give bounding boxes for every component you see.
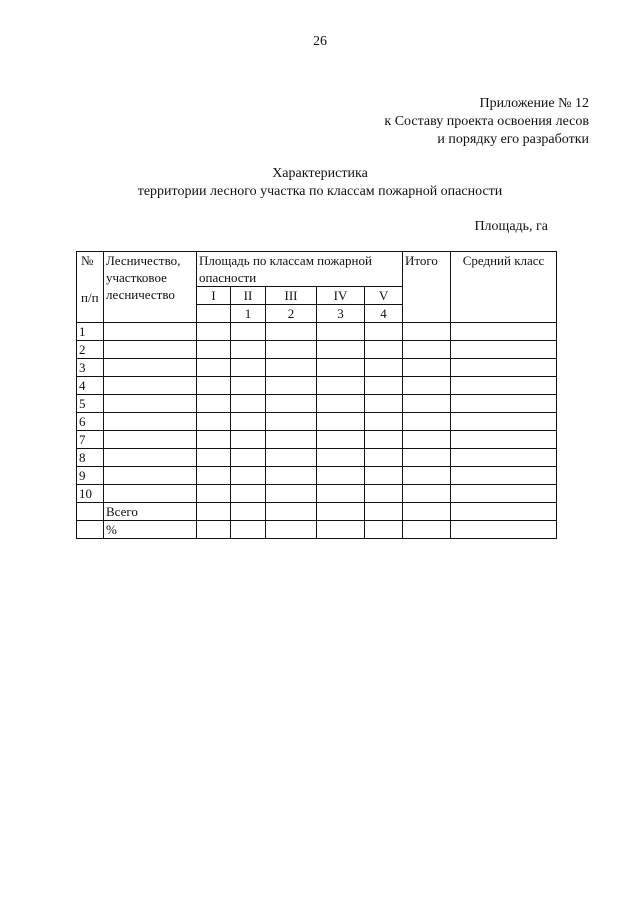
cell[interactable] [231,395,266,413]
cell[interactable] [197,521,231,539]
cell[interactable] [403,359,451,377]
cell[interactable] [197,341,231,359]
cell[interactable] [104,413,197,431]
column-number-1: 1 [231,305,266,323]
cell[interactable] [231,485,266,503]
cell[interactable] [365,359,403,377]
cell[interactable] [197,359,231,377]
cell[interactable] [451,449,557,467]
cell[interactable] [403,521,451,539]
header-class-ii: II [231,287,266,305]
cell[interactable] [451,485,557,503]
cell[interactable] [365,485,403,503]
cell[interactable] [231,413,266,431]
cell[interactable] [266,359,317,377]
cell[interactable] [317,449,365,467]
column-number-empty [197,305,231,323]
table-row [77,485,557,503]
header-number-bottom: п/п [81,290,99,305]
table-row [77,431,557,449]
cell [77,521,104,539]
table-row [77,467,557,485]
row-number: 2 [77,341,104,359]
table-row [77,359,557,377]
cell[interactable] [317,431,365,449]
cell[interactable] [365,323,403,341]
cell[interactable] [231,377,266,395]
cell[interactable] [317,485,365,503]
cell[interactable] [365,521,403,539]
header-area-line-1: Площадь по классам пожарной [199,253,372,268]
appendix-heading [384,95,589,149]
appendix-line-2: к Составу проекта освоения лесов [384,114,589,129]
cell[interactable] [317,359,365,377]
header-forestry-line-3: лесничество [106,287,175,302]
cell[interactable] [266,413,317,431]
header-class-i: I [197,287,231,305]
cell[interactable] [403,341,451,359]
cell[interactable] [403,449,451,467]
cell[interactable] [365,431,403,449]
document-title [0,165,640,201]
cell[interactable] [451,467,557,485]
cell[interactable] [451,377,557,395]
header-area-line-2: опасности [199,270,257,285]
table-row [77,449,557,467]
cell[interactable] [266,341,317,359]
table-row [77,395,557,413]
cell[interactable] [266,467,317,485]
header-forestry [104,252,197,323]
cell[interactable] [403,485,451,503]
cell[interactable] [197,485,231,503]
row-number: 1 [77,323,104,341]
cell[interactable] [317,521,365,539]
cell[interactable] [104,467,197,485]
cell[interactable] [104,449,197,467]
cell[interactable] [231,449,266,467]
cell[interactable] [403,503,451,521]
cell [77,503,104,521]
cell[interactable] [197,413,231,431]
header-total: Итого [403,252,451,323]
cell[interactable] [231,467,266,485]
header-average-class: Средний класс [451,252,557,323]
header-class-iii: III [266,287,317,305]
table-row [77,341,557,359]
unit-label: Площадь, га [474,219,548,234]
cell[interactable] [197,449,231,467]
table-row [77,323,557,341]
row-number: 7 [77,431,104,449]
total-label: Всего [104,503,197,521]
cell[interactable] [317,503,365,521]
cell[interactable] [266,395,317,413]
row-number: 3 [77,359,104,377]
cell[interactable] [365,413,403,431]
cell[interactable] [451,341,557,359]
cell[interactable] [266,449,317,467]
cell[interactable] [266,377,317,395]
row-number: 9 [77,467,104,485]
cell[interactable] [403,395,451,413]
row-number: 10 [77,485,104,503]
column-number-2: 2 [266,305,317,323]
row-number: 4 [77,377,104,395]
header-number [77,252,104,323]
cell[interactable] [317,323,365,341]
page-number: 26 [313,34,327,49]
cell[interactable] [451,413,557,431]
title-line-2: территории лесного участка по классам пожарной опасности [137,184,503,199]
header-forestry-line-1: Лесничество, [106,253,181,268]
cell[interactable] [104,323,197,341]
cell[interactable] [266,431,317,449]
cell[interactable] [365,377,403,395]
appendix-line-1: Приложение № 12 [479,96,589,111]
cell[interactable] [317,467,365,485]
header-class-iv: IV [317,287,365,305]
cell[interactable] [231,431,266,449]
cell[interactable] [451,395,557,413]
cell[interactable] [266,323,317,341]
cell[interactable] [403,323,451,341]
cell[interactable] [403,467,451,485]
cell[interactable] [365,341,403,359]
cell[interactable] [231,359,266,377]
cell[interactable] [104,431,197,449]
fire-class-table [76,251,557,539]
column-number-3: 3 [317,305,365,323]
cell[interactable] [231,341,266,359]
header-forestry-line-2: участковое [106,270,167,285]
cell[interactable] [451,431,557,449]
table-row [77,413,557,431]
cell[interactable] [197,323,231,341]
row-number: 8 [77,449,104,467]
cell[interactable] [317,413,365,431]
cell[interactable] [197,395,231,413]
row-number: 5 [77,395,104,413]
cell[interactable] [451,503,557,521]
cell[interactable] [317,377,365,395]
cell[interactable] [266,503,317,521]
row-number: 6 [77,413,104,431]
cell[interactable] [197,467,231,485]
cell[interactable] [231,521,266,539]
cell[interactable] [451,323,557,341]
appendix-line-3: и порядку его разработки [437,132,589,147]
cell[interactable] [104,359,197,377]
table-row [77,377,557,395]
cell[interactable] [266,485,317,503]
percent-row [77,521,557,539]
cell[interactable] [197,377,231,395]
cell[interactable] [403,431,451,449]
cell[interactable] [317,341,365,359]
cell[interactable] [365,449,403,467]
column-number-4: 4 [365,305,403,323]
cell[interactable] [231,323,266,341]
cell[interactable] [197,431,231,449]
cell[interactable] [365,467,403,485]
cell[interactable] [451,359,557,377]
header-class-v: V [365,287,403,305]
cell[interactable] [266,521,317,539]
percent-label: % [104,521,197,539]
cell[interactable] [104,395,197,413]
cell[interactable] [104,485,197,503]
cell[interactable] [317,395,365,413]
total-row [77,503,557,521]
header-area-by-class [197,252,403,287]
cell[interactable] [403,413,451,431]
cell[interactable] [104,341,197,359]
header-number-top: № [81,253,94,268]
cell[interactable] [365,503,403,521]
cell[interactable] [403,377,451,395]
cell[interactable] [231,503,266,521]
title-line-1: Характеристика [272,166,368,181]
cell[interactable] [451,521,557,539]
cell[interactable] [104,377,197,395]
cell[interactable] [197,503,231,521]
cell[interactable] [365,395,403,413]
